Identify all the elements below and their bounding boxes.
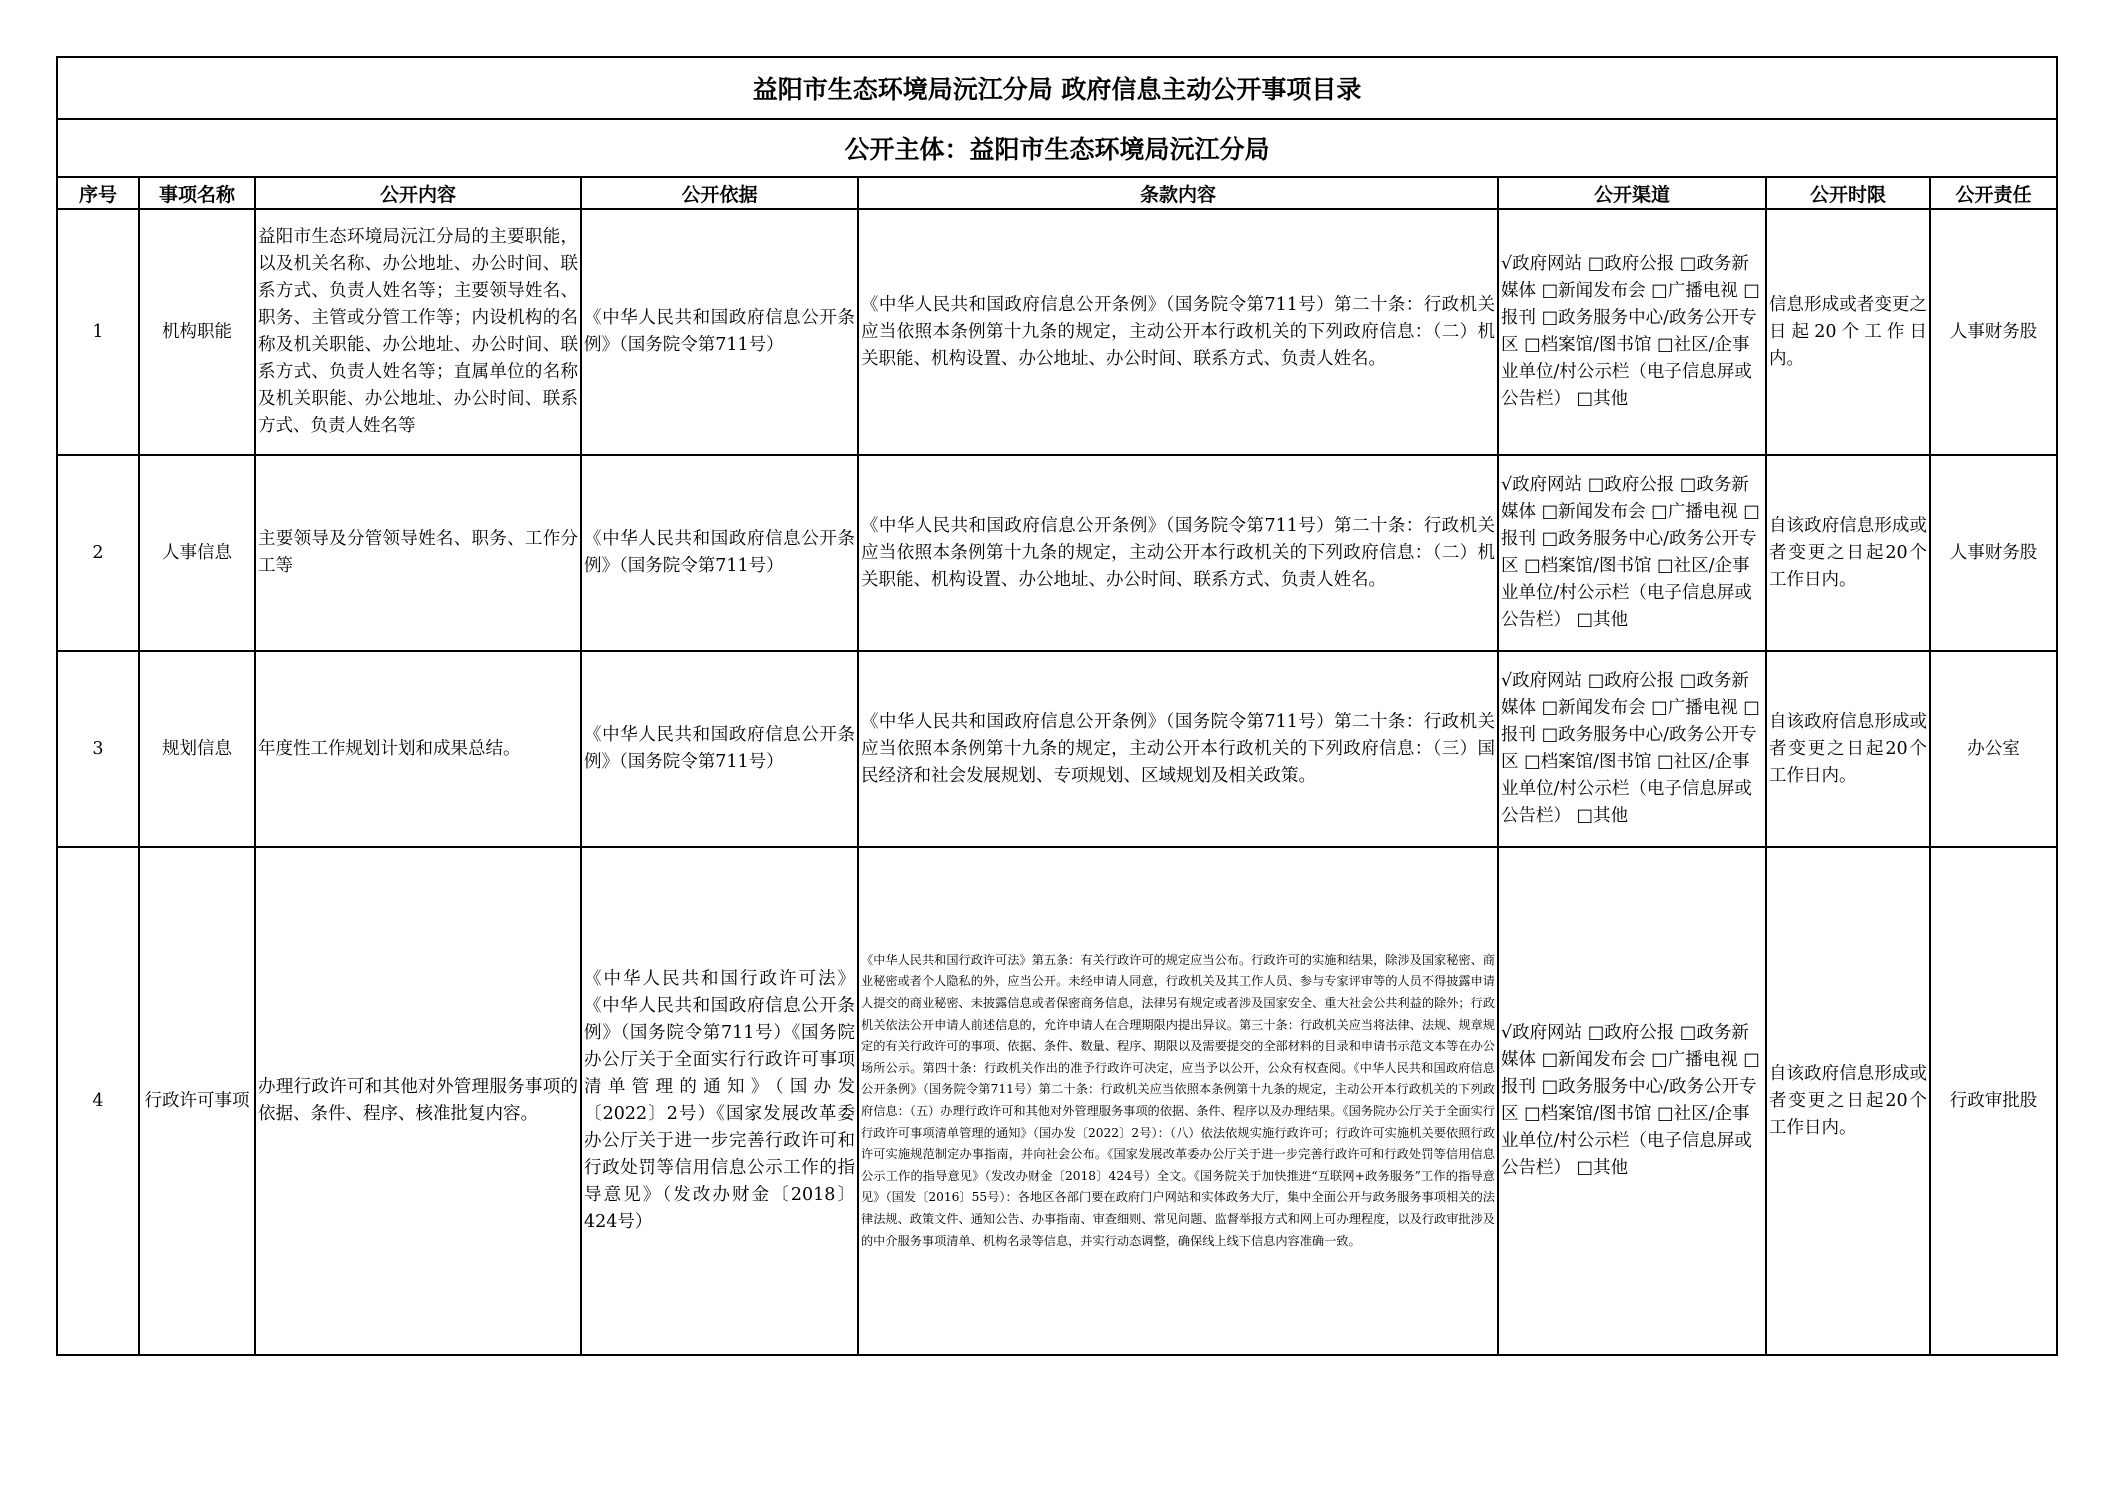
header-channel: 公开渠道 (1498, 177, 1766, 209)
row-time: 自该政府信息形成或者变更之日起20个工作日内。 (1766, 847, 1930, 1355)
row-duty: 办公室 (1930, 651, 2057, 847)
header-basis: 公开依据 (581, 177, 858, 209)
row-clause: 《中华人民共和国行政许可法》第五条：有关行政许可的规定应当公布。行政许可的实施和结果，除涉及国家秘密、商业秘密或者个人隐私的外，应当公开。未经申请人同意，行政机关及其工作人员、参与专家评审等的人员不得披露申请人提交的商业秘密、未披露信息或者保密商务信息，法律另有规定或者涉及国家安全、重大社会公共利益的除外；行政机关依法公开申请人前述信息的，允许申请人在合理期限内提出异议。第三十条：行政机关应当将法律、法规、规章规定的有关行政许可的事项、依据、条件、数量、程序、期限以及需要提交的全部材料的目录和申请书示范文本等在办公场所公示。第四十条：行政机关作出的准予行政许可决定，应当予以公开，公众有权查阅。《中华人民共和国政府信息公开条例》（国务院令第711号）第二十条：行政机关应当依照本条例第十九条的规定，主动公开本行政机关的下列政府信息：（五）办理行政许可和其他对外管理服务事项的依据、条件、程序以及办理结果。《国务院办公厅关于全面实行行政许可事项清单管理的通知》（国办发〔2022〕2号）：（八）依法依规实施行政许可；行政许可实施机关要依照行政许可实施规范制定办事指南，并向社会公布。《国家发展改革委办公厅关于进一步完善行政许可和行政处罚等信用信息公示工作的指导意见》（发改办财金〔2018〕424号）全文。《国务院关于加快推进“互联网+政务服务”工作的指导意见》（国发〔2016〕55号）：各地区各部门要在政府门户网站和实体政务大厅，集中全面公开与政务服务事项相关的法律法规、政策文件、通知公告、办事指南、审查细则、常见问题、监督举报方式和网上可办理程度，以及行政审批涉及的中介服务事项清单、机构名录等信息，并实行动态调整，确保线上线下信息内容准确一致。 (858, 847, 1498, 1355)
header-time: 公开时限 (1766, 177, 1930, 209)
row-no: 1 (57, 209, 139, 455)
row-no: 4 (57, 847, 139, 1355)
row-clause: 《中华人民共和国政府信息公开条例》（国务院令第711号）第二十条：行政机关应当依照本条例第十九条的规定，主动公开本行政机关的下列政府信息：（二）机关职能、机构设置、办公地址、办公时间、联系方式、负责人姓名。 (858, 209, 1498, 455)
row-basis: 《中华人民共和国行政许可法》《中华人民共和国政府信息公开条例》（国务院令第711号）《国务院办公厅关于全面实行行政许可事项清单管理的通知》（国办发〔2022〕2号）《国家发展改革委办公厅关于进一步完善行政许可和行政处罚等信用信息公示工作的指导意见》（发改办财金〔2018〕424号） (581, 847, 858, 1355)
row-name: 人事信息 (139, 455, 255, 651)
row-time: 信息形成或者变更之日起20个工作日内。 (1766, 209, 1930, 455)
row-channel: √政府网站 □政府公报 □政务新媒体 □新闻发布会 □广播电视 □报刊 □政务服务中心/政务公开专区 □档案馆/图书馆 □社区/企事业单位/村公示栏（电子信息屏或公告栏） □其他 (1498, 455, 1766, 651)
row-basis: 《中华人民共和国政府信息公开条例》（国务院令第711号） (581, 455, 858, 651)
table-row (57, 209, 2057, 455)
row-content: 主要领导及分管领导姓名、职务、工作分工等 (255, 455, 581, 651)
row-no: 2 (57, 455, 139, 651)
row-duty: 人事财务股 (1930, 209, 2057, 455)
row-content: 益阳市生态环境局沅江分局的主要职能，以及机关名称、办公地址、办公时间、联系方式、负责人姓名等；主要领导姓名、职务、主管或分管工作等；内设机构的名称及机关职能、办公地址、办公时间、联系方式、负责人姓名等；直属单位的名称及机关职能、办公地址、办公时间、联系方式、负责人姓名等 (255, 209, 581, 455)
header-duty: 公开责任 (1930, 177, 2057, 209)
row-name: 机构职能 (139, 209, 255, 455)
header-no: 序号 (57, 177, 139, 209)
header-name: 事项名称 (139, 177, 255, 209)
row-content: 办理行政许可和其他对外管理服务事项的依据、条件、程序、核准批复内容。 (255, 847, 581, 1355)
row-duty: 行政审批股 (1930, 847, 2057, 1355)
row-channel: √政府网站 □政府公报 □政务新媒体 □新闻发布会 □广播电视 □报刊 □政务服务中心/政务公开专区 □档案馆/图书馆 □社区/企事业单位/村公示栏（电子信息屏或公告栏） □其他 (1498, 847, 1766, 1355)
row-clause: 《中华人民共和国政府信息公开条例》（国务院令第711号）第二十条：行政机关应当依照本条例第十九条的规定，主动公开本行政机关的下列政府信息：（三）国民经济和社会发展规划、专项规划、区域规划及相关政策。 (858, 651, 1498, 847)
header-content: 公开内容 (255, 177, 581, 209)
row-channel: √政府网站 □政府公报 □政务新媒体 □新闻发布会 □广播电视 □报刊 □政务服务中心/政务公开专区 □档案馆/图书馆 □社区/企事业单位/村公示栏（电子信息屏或公告栏） □其他 (1498, 651, 1766, 847)
row-name: 行政许可事项 (139, 847, 255, 1355)
row-name: 规划信息 (139, 651, 255, 847)
page-title: 益阳市生态环境局沅江分局 政府信息主动公开事项目录 (57, 57, 2057, 119)
row-time: 自该政府信息形成或者变更之日起20个工作日内。 (1766, 651, 1930, 847)
row-basis: 《中华人民共和国政府信息公开条例》（国务院令第711号） (581, 209, 858, 455)
row-clause: 《中华人民共和国政府信息公开条例》（国务院令第711号）第二十条：行政机关应当依照本条例第十九条的规定，主动公开本行政机关的下列政府信息：（二）机关职能、机构设置、办公地址、办公时间、联系方式、负责人姓名。 (858, 455, 1498, 651)
disclosure-subject: 公开主体：益阳市生态环境局沅江分局 (57, 119, 2057, 177)
row-channel: √政府网站 □政府公报 □政务新媒体 □新闻发布会 □广播电视 □报刊 □政务服务中心/政务公开专区 □档案馆/图书馆 □社区/企事业单位/村公示栏（电子信息屏或公告栏） □其他 (1498, 209, 1766, 455)
header-row (57, 177, 2057, 209)
row-content: 年度性工作规划计划和成果总结。 (255, 651, 581, 847)
disclosure-catalog-table (56, 56, 2058, 1356)
row-no: 3 (57, 651, 139, 847)
row-time: 自该政府信息形成或者变更之日起20个工作日内。 (1766, 455, 1930, 651)
table-row (57, 651, 2057, 847)
row-basis: 《中华人民共和国政府信息公开条例》（国务院令第711号） (581, 651, 858, 847)
table-row (57, 455, 2057, 651)
table-row (57, 847, 2057, 1355)
header-clause: 条款内容 (858, 177, 1498, 209)
row-duty: 人事财务股 (1930, 455, 2057, 651)
